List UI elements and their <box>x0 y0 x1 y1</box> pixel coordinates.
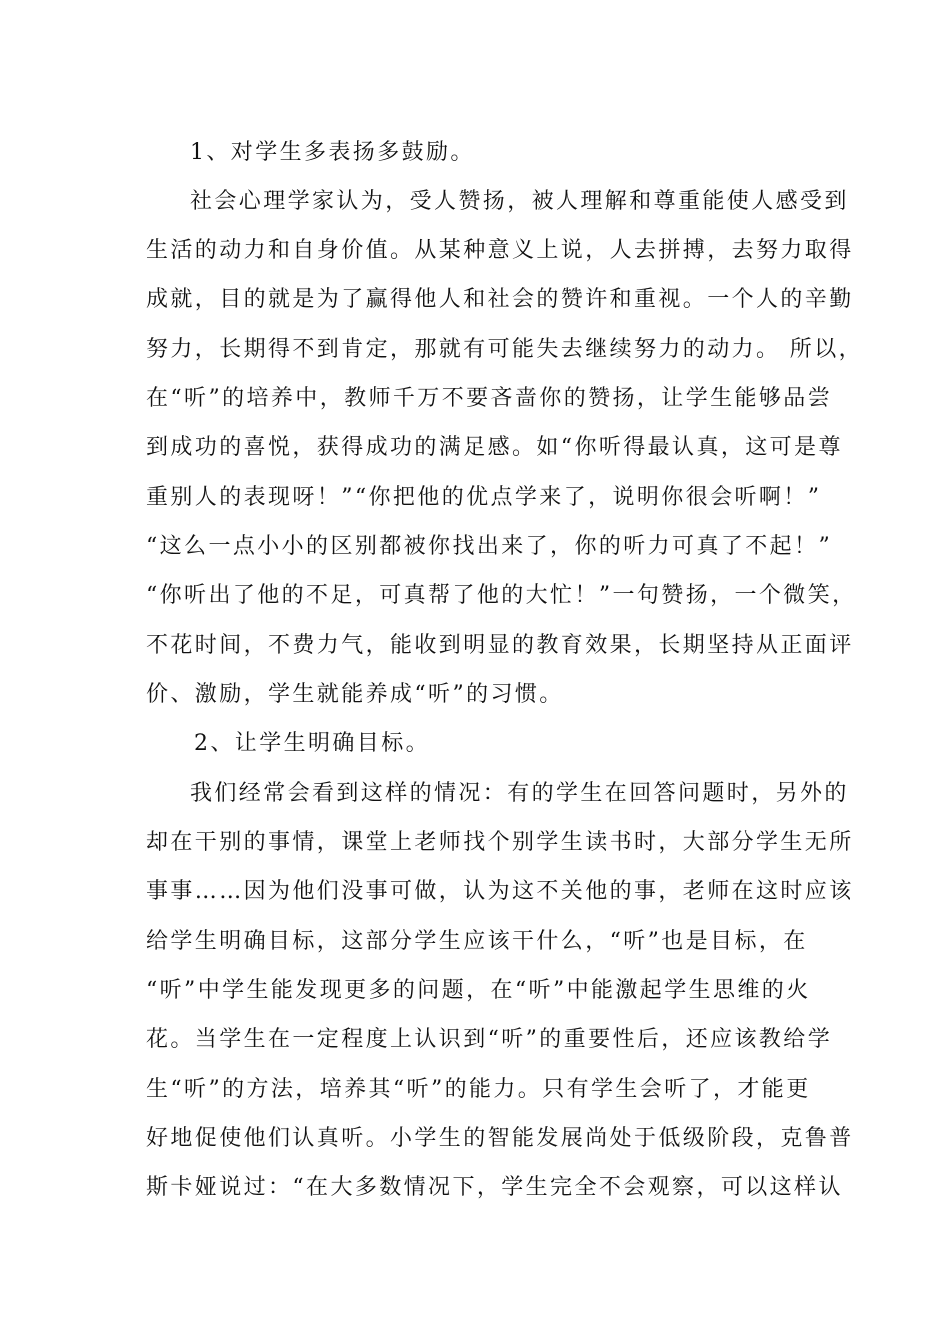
paragraph-line: 到成功的喜悦，获得成功的满足感。如“你听得最认真，这可是尊 <box>146 435 843 460</box>
paragraph-line: “你听出了他的不足，可真帮了他的大忙！”一句赞扬，一个微笑， <box>146 583 857 608</box>
paragraph-line: 好地促使他们认真听。小学生的智能发展尚处于低级阶段，克鲁普 <box>146 1126 854 1151</box>
paragraph-line: 生“听”的方法，培养其“听”的能力。只有学生会听了，才能更 <box>146 1077 811 1102</box>
paragraph-line: 花。当学生在一定程度上认识到“听”的重要性后，还应该教给学 <box>146 1027 833 1052</box>
paragraph-line: 生活的动力和自身价值。从某种意义上说，人去拼搏，去努力取得 <box>146 238 854 263</box>
paragraph-line: 不花时间，不费力气，能收到明显的教育效果，长期坚持从正面评 <box>146 633 854 658</box>
paragraph-line: 事事……因为他们没事可做，认为这不关他的事，老师在这时应该 <box>146 879 854 904</box>
paragraph-line: 斯卡娅说过：“在大多数情况下，学生完全不会观察，可以这样认 <box>146 1175 843 1200</box>
section-1-heading: 1、对学生多表扬多鼓励。 <box>190 140 475 165</box>
paragraph-line: 我们经常会看到这样的情况：有的学生在回答问题时，另外的 <box>190 781 849 806</box>
paragraph-line: 价、激励，学生就能养成“听”的习惯。 <box>146 682 564 707</box>
paragraph-line: 在“听”的培养中，教师千万不要吝啬你的赞扬，让学生能够品尝 <box>146 386 833 411</box>
paragraph-line: 努力，长期得不到肯定，那就有可能失去继续努力的动力。 所以， <box>146 337 863 362</box>
paragraph-line: “这么一点小小的区别都被你找出来了，你的听力可真了不起！” <box>146 534 833 559</box>
paragraph-line: 成就，目的就是为了赢得他人和社会的赞许和重视。一个人的辛勤 <box>146 287 854 312</box>
paragraph-line: 给学生明确目标，这部分学生应该干什么，“听”也是目标，在 <box>146 929 808 954</box>
paragraph-line: “听”中学生能发现更多的问题，在“听”中能激起学生思维的火 <box>146 978 811 1003</box>
paragraph-line: 重别人的表现呀！”“你把他的优点学来了，说明你很会听啊！” <box>146 485 822 510</box>
paragraph-line: 社会心理学家认为，受人赞扬，被人理解和尊重能使人感受到 <box>190 189 849 214</box>
section-2-heading: 2、让学生明确目标。 <box>194 731 430 756</box>
paragraph-line: 却在干别的事情，课堂上老师找个别学生读书时，大部分学生无所 <box>146 830 854 855</box>
